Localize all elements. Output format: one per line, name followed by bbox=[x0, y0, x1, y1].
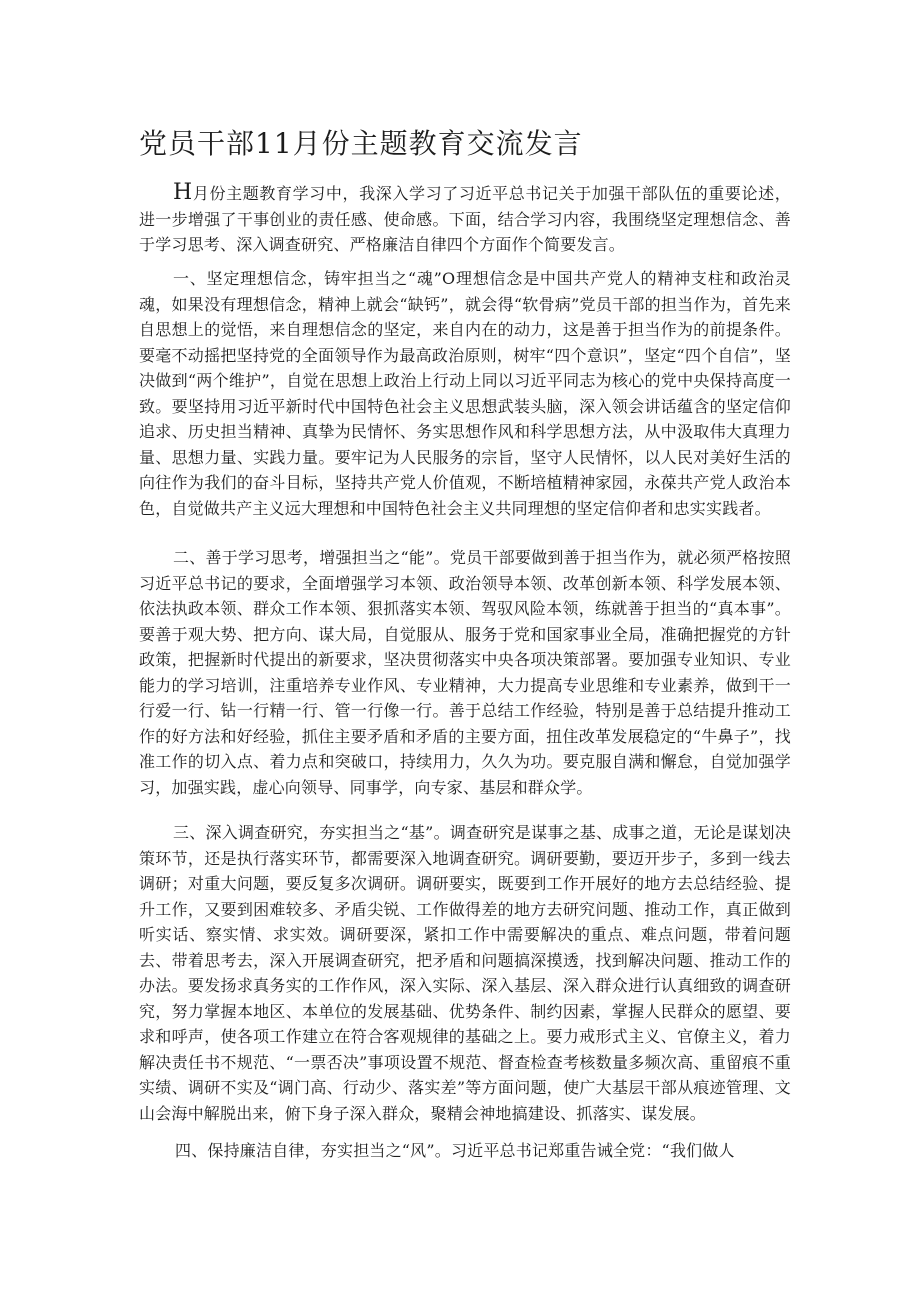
section-3-paragraph: 三、深入调查研究，夯实担当之“基”。调查研究是谋事之基、成事之道，无论是谋划决策环节，还是执行落实环节，都需要深入地调查研究。调研要勤，要迈开步子，多到一线去调研；对重大问题，要反复多次调研。调研要实，既要到工作开展好的地方去总结经验、提升工作，又要到困难较多、矛盾尖锐、工作做得差的地方去研究问题、推动工作，真正做到听实话、察实情、求实效。调研要深，紧扣工作中需要解决的重点、难点问题，带着问题去、带着思考去，深入开展调查研究，把矛盾和问题搞深摸透，找到解决问题、推动工作的办法。要发扬求真务实的工作作风，深入实际、深入基层、深入群众进行认真细致的调查研究，努力掌握本地区、本单位的发展基础、优势条件、制约因素，掌握人民群众的愿望、要求和呼声，使各项工作建立在符合客观规律的基础之上。要力戒形式主义、官僚主义，着力解决责任书不规范、“一票否决”事项设置不规范、督查检查考核数量多频次高、重留痕不重实绩、调研不实及“调门高、行动少、落实差”等方面问题，使广大基层干部从痕迹管理、文山会海中解脱出来，俯下身子深入群众，聚精会神地搞建设、抓落实、谋发展。 bbox=[139, 823, 791, 1123]
section-2-paragraph: 二、善于学习思考，增强担当之“能”。党员干部要做到善于担当作为，就必须严格按照习近平总书记的要求，全面增强学习本领、政治领导本领、改革创新本领、科学发展本领、依法执政本领、群众工作本领、狠抓落实本领、驾驭风险本领，练就善于担当的“真本事”。要善于观大势、把方向、谋大局，自觉服从、服务于党和国家事业全局，准确把握党的方针政策，把握新时代提出的新要求，坚决贯彻落实中央各项决策部署。要加强专业知识、专业能力的学习培训，注重培养专业作风、专业精神，大力提高专业思维和专业素养，做到干一行爱一行、钻一行精一行、管一行像一行。善于总结工作经验，特别是善于总结提升推动工作的好方法和好经验，抓住主要矛盾和矛盾的主要方面，扭住改革发展稳定的“牛鼻子”，找准工作的切入点、着力点和突破口，持续用力，久久为功。要克服自满和懈怠，自觉加强学习，加强实践，虚心向领导、同事学，向专家、基层和群众学。 bbox=[139, 548, 791, 797]
intro-paragraph-text: 月份主题教育学习中，我深入学习了习近平总书记关于加强干部队伍的重要论述，进一步增强了干事创业的责任感、使命感。下面，结合学习内容，我围绕坚定理想信念、善于学习思考、深入调查研究、严格廉洁自律四个方面作个简要发言。 bbox=[139, 184, 791, 254]
section-4-paragraph: 四、保持廉洁自律，夯实担当之“风”。习近平总书记郑重告诫全党：“我们做人 bbox=[175, 1141, 735, 1160]
section-1-paragraph: 一、坚定理想信念，铸牢担当之“魂”O理想信念是中国共产党人的精神支柱和政治灵魂，如果没有理想信念，精神上就会“缺钙”，就会得“软骨病”党员干部的担当作为，首先来自思想上的觉悟，来自理想信念的坚定，来自内在的动力，这是善于担当作为的前提条件。要毫不动摇把坚持党的全面领导作为最高政治原则，树牢“四个意识”，坚定“四个自信”，坚决做到“两个维护”，自觉在思想上政治上行动上同以习近平同志为核心的党中央保持高度一致。要坚持用习近平新时代中国特色社会主义思想武装头脑，深入领会讲话蕴含的坚定信仰追求、历史担当精神、真挚为民情怀、务实思想作风和科学思想方法，从中汲取伟大真理力量、思想力量、实践力量。要牢记为人民服务的宗旨，坚守人民情怀，以人民对美好生活的向往作为我们的奋斗目标，坚持共产党人价值观，不断培植精神家园，永葆共产党人政治本色，自觉做共产主义远大理想和中国特色社会主义共同理想的坚定信仰者和忠实实践者。 bbox=[139, 269, 791, 518]
intro-paragraph bbox=[139, 181, 791, 258]
intro-lead-letter: H bbox=[173, 180, 193, 205]
document-title: 党员干部11月份主题教育交流发言 bbox=[139, 127, 583, 160]
